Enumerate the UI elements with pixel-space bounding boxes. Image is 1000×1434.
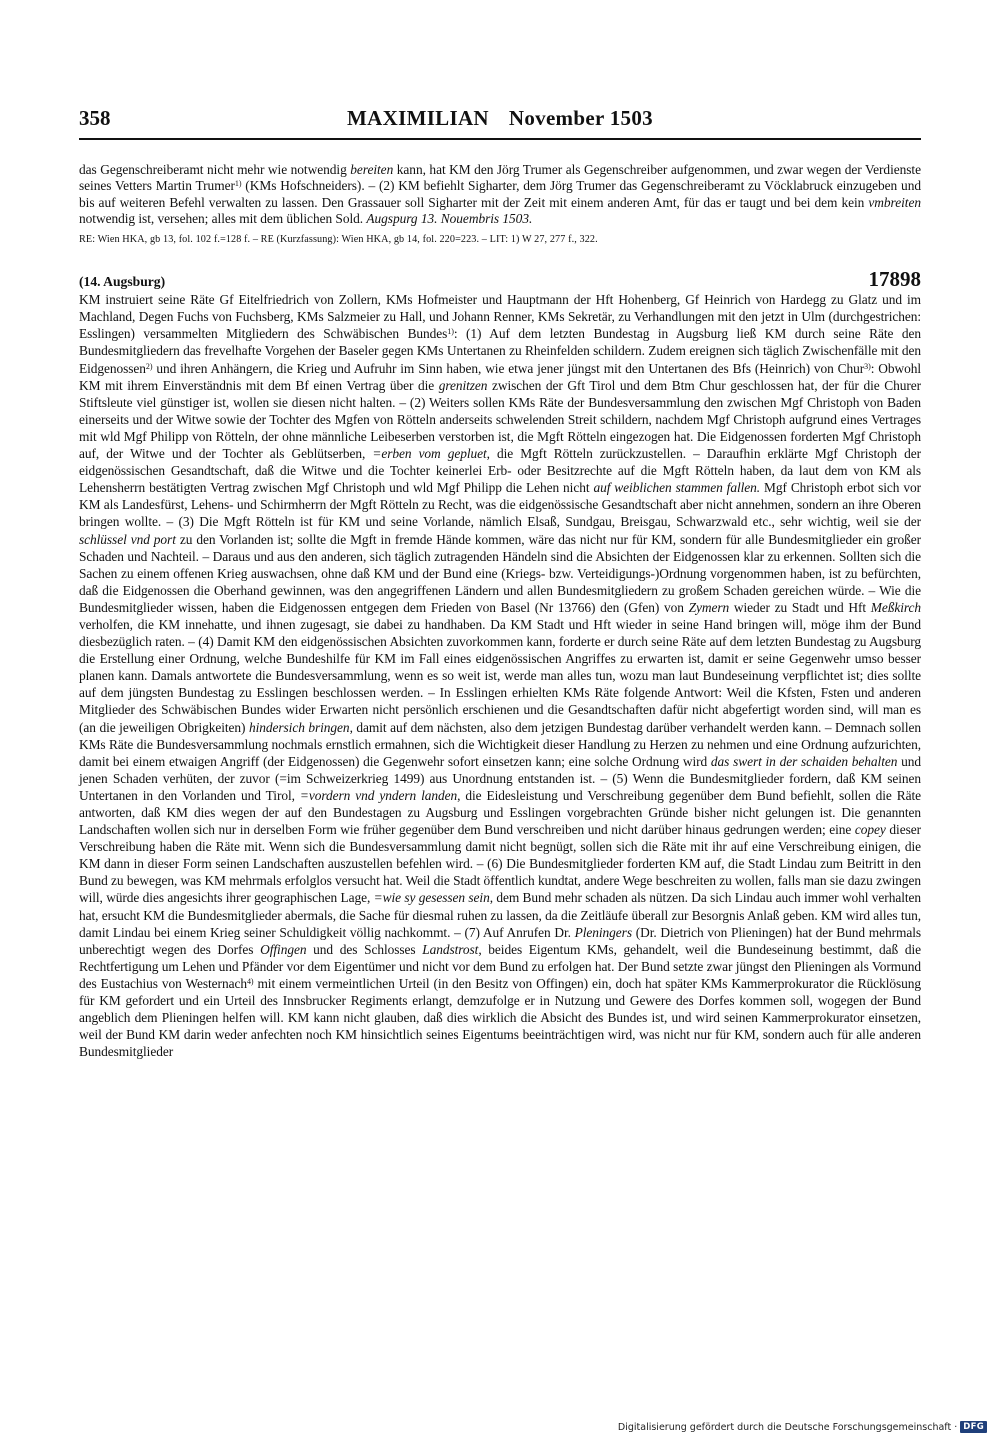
running-title-name: MAXIMILIAN (347, 106, 489, 130)
footnote-marker: 1) (234, 179, 242, 189)
entry-body-text: KM instruiert seine Räte Gf Eitelfriedrich von Zollern, KMs Hofmeister und Hauptmann der Hft Hohenberg, Gf Heinrich von Hardegg zu Glatz und im Machland, Degen Fuchs von Fuchsberg, KMs Salzmeier zu Hall, und Johann Renner, KMs Sekretär, zu Verhandlungen mit den jetzt in Ulm (durchgestrichen: Esslingen) versammelten Mitgliedern des Schwäbischen Bundes$^{1)}$: (1) Auf dem letzten Bundestag in Augsburg ließ KM durch seine Räte den Bundesmitgliedern das frevelhafte Vorgehen der Baseler gegen KMs Untertanen zu Rheinfelden schildern. Zudem ereignen sich täglich Zwischenfälle mit den Eidgenossen$^{2)}$ und ihren Anhängern, die Krieg und Aufruhr im Sinn haben, wie etwa jener jüngst mit den Untertanen des Bfs (Heinrich) von Chur$^{3)}$: Obwohl KM mit ihrem Einverständnis mit dem Bf einen Vertrag über die grenitzen zwischen der Gft Tirol und dem Btm Chur geschlossen hat, der für die Churer Stiftsleute viel günstiger ist, wollen sie diesen nicht halten. – (2) Weiters sollen KMs Räte der Bundesversammlung den zwischen Mgf Christoph von Baden einerseits und der Witwe sowie der Tochter des Mgfen von Rötteln anderseits schwelenden Streit schildern, nachdem Mgf Christoph aufgrund eines Vertrages mit wld Mgf Philipp von Rötteln, der ohne männliche Leibeserben verstorben ist, die Mgft Rötteln eingezogen hat. Die Eidgenossen forderten Mgf Christoph auf, der Witwe und der Tochter als Geblütserben, =erben vom gepluet, die Mgft Rötteln zurückzustellen. – Daraufhin erklärte Mgf Christoph der eidgenössischen Gesandtschaft, daß die Witwe und die Tochter keinerlei Erb- oder Besitzrechte auf die Mgft Rötteln haben, da laut dem von KM als Lehensherrn bestätigten Vertrag zwischen Mgf Christoph und wld Mgf Philipp die Lehen nicht auf weiblichen stammen fallen. Mgf Christoph erbot sich vor KM als Landesfürst, Lehens- und Schirmherrn der Mgft Rötteln zu Recht, was die eidgenössische Gesandtschaft aber nicht annehmen, sondern an ihre Oberen bringen wollte. – (3) Die Mgft Rötteln ist für KM und seine Vorlande, nämlich Elsaß, Sundgau, Breisgau, Schwarzwald etc., sehr wichtig, weil sie der schlüssel vnd port zu den Vorlanden ist; sollte die Mgft in fremde Hände kommen, wäre das nicht nur für KM, sondern für alle Bundesmitglieder ein großer Schaden und Nachteil. – Daraus und aus den anderen, sich täglich zutragenden Händeln sind die Absichten der Eidgenossen klar zu erkennen. Sollten sich die Sachen zu einem offenen Krieg auswachsen, ohne daß KM und der Bund eine (Kriegs- bzw. Verteidigungs-)Ordnung vorgenommen haben, ist zu befürchten, daß die Eidgenossen die Oberhand gewinnen, was den angegriffenen Ländern und allen Bundesmitgliedern zu großem Schaden gereichen würde. – Wie die Bundesmitglieder wissen, haben die Eidgenossen entgegen dem Frieden von Basel (Nr 13766) den (Gfen) von Zymern wieder zu Stadt und Hft Meßkirch verholfen, die KM innehatte, und ihnen zugesagt, sie dabei zu handhaben. Da KM Stadt und Hft wieder in seine Hand bringen will, möge ihm der Bund diesbezüglich raten. – (4) Damit KM den eidgenössischen Absichten zuvorkommen kann, forderte er durch seine Räte auf dem letzten Bundestag zu Augsburg die Erstellung einer Ordnung, welche Bundeshilfe für KM im Fall eines eidgenössischen Angriffes zu erwarten ist, damit er seine Gegenwehr umso besser planen kann. Damals antwortete die Bundesversammlung, wenn es so weit ist, werde man alles tun, wozu man laut Bundeseinung verpflichtet ist; dies sollte auf dem jüngsten Bundestag zu Esslingen beschlossen werden. – In Esslingen erhielten KMs Räte folgende Antwort: Weil die Kfsten, Fsten und anderen Mitglieder des Schwäbischen Bundes wider Erwarten nicht persönlich erschienen und die Gesandtschaften dafür nicht abgefertigt worden sind, will man es (an die jeweiligen Obrigkeiten) hindersich bringen, damit auf dem nächsten, also dem jetzigen Bundestag darüber verhandelt werden kann. – Demnach sollen KMs Räte die Bundesversammlung nochmals ernstlich ermahnen, sich die Wichtigkeit dieser Handlung zu Herzen zu nehmen und eine Ordnung aufzurichten, damit bei einem etwaigen Angriff (der Eidgenossen) die Gegenwehr sofort einsetzen kann; eine solche Ordnung wird das swert in der schaiden behalten und jenen Schaden verhüten, der zuvor (=im Schweizerkrieg 1499) aus Unordnung entstanden ist. – (5) Wenn die Bundesmitglieder fordern, daß KM seinen Untertanen in den Vorlanden und Tirol, =vordern vnd yndern landen, die Eidesleistung und Verschreibung gegenüber dem Bund befiehlt, sollen die Räte antworten, daß KM dies wegen der auf den Bundestagen zu Augsburg und Esslingen vorgebrachten Gründe bisher nicht gelungen ist. Die genannten Landschaften wollen sich nur in derselben Form wie früher gegenüber dem Bund verschreiben und nicht darüber hinaus gedrungen werden; eine copey dieser Verschreibung haben die Räte mit. Wenn sich die Bundesversammlung damit nicht begnügt, sollen sich die Räte mit ihr auf eine Verschreibung einigen, die KM dann in dieser Form seinen Landschaften auszustellen befehlen wird. – (6) Die Bundesmitglieder forderten KM auf, die Stadt Lindau zum Beitritt in den Bund zu bewegen, was KM mehrmals erfolglos versucht hat. Weil die Stadt öffentlich kundtat, andere Wege beschreiten zu wollen, falls man sie dazu zwingen will, würde dies angesichts ihrer geographischen Lage, =wie sy gesessen sein, dem Bund mehr schaden als nützen. Da sich Lindau auch immer wohl verhalten hat, ersucht KM die Bundesmitglieder abermals, die Sache für diesmal ruhen zu lassen, da die Zeitläufe überall zur Besorgnis Anlaß geben. KM wird alles tun, damit Lindau bei einem Krieg seiner Schuldigkeit völlig nachkommt. – (7) Auf Anrufen Dr. Pleningers (Dr. Dietrich von Plieningen) hat der Bund mehrmals unberechtigt wegen des Dorfes Offingen und des Schlosses Landstrost, beides Eigentum KMs, gehandelt, weil die Bundeseinung bestimmt, daß die Rechtfertigung um Lehen und Pfänder vor dem Eigentümer und nicht vor dem Bund zu erfolgen hat. Der Bund setzte zwar jüngst den Plieningen als Vormund des Eustachius von Westernach$^{4)}$ mit einem vermeintlichen Urteil (in den Besitz von Offingen) ein, doch hat später KMs Kammerprokurator die Rücklösung für KM gefordert und ein Urteil des Innsbrucker Regiments erlangt, demzufolge er in Nutzung und Gewere des Dorfes kommen soll, wogegen der Bund angeblich dem Plieningen helfen will. KM kann nicht glauben, daß dies wirklich die Absicht des Bundes ist, und wird seinen Kammerprokurator einsetzen, weil der Bund KM darin weder anfechten noch KM hinsichtlich seines Eigentums beeinträchtigen wird, was nicht nur für KM, sondern auch für alle anderen Bundesmitglieder (79, 292, 922, 1060)
footnote-marker: 3) (864, 361, 871, 371)
document-page (79, 104, 921, 1060)
previous-entry-text: das Gegenschreiberamt nicht mehr wie notwendig bereiten kann, hat KM den Jörg Trumer als Gegenschreiber aufgenommen, und zwar wegen der Verdienste seines Vetters Martin Trumer$^{1)}$ (KMs Hofschneiders). – (2) KM befiehlt Sigharter, dem Jörg Trumer das Gegenschreiberamt zu Vöcklabruck einzugeben und bis auf weiteren Befehl verwalten zu lassen. Den Grassauer soll Sigharter mit der Zeit mit einem anderen Amt, für das er taugt und bei dem kein vmbreiten notwendig ist, versehen; alles mit dem üblichen Sold. Augspurg 13. Nouembris 1503. (79, 162, 921, 226)
footnote-marker: 1) (447, 327, 454, 337)
footnote-marker: 4) (246, 976, 254, 986)
page-number: 358 (79, 106, 111, 130)
dfg-logo-icon: DFG (960, 1421, 987, 1433)
entry-place: (14. Augsburg) (79, 274, 166, 290)
entry-header (79, 269, 921, 291)
entry-number: 17898 (868, 267, 921, 292)
running-title (79, 106, 921, 131)
footnote-marker: 2) (145, 361, 153, 371)
source-references: RE: Wien HKA, gb 13, fol. 102 f.=128 f. – RE (Kurzfassung): Wien HKA, gb 14, fol. 220=223. – LIT: 1) W 27, 277 f., 322. (79, 234, 598, 246)
running-title-date: November 1503 (508, 106, 653, 130)
page-header (79, 104, 921, 140)
digitization-credit (618, 1421, 987, 1433)
credit-text: Digitalisierung gefördert durch die Deutsche Forschungsgemeinschaft · (617, 1421, 958, 1433)
